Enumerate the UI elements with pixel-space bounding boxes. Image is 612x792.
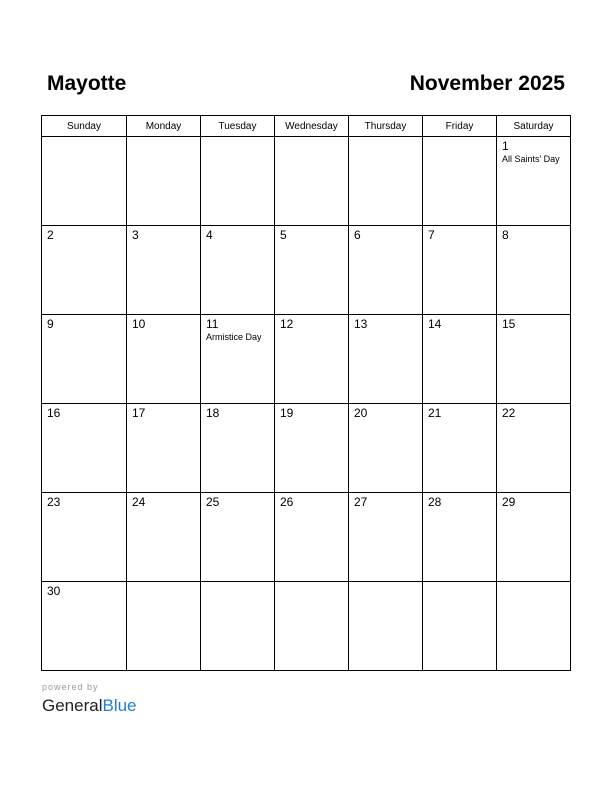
day-cell	[201, 137, 275, 226]
calendar-grid	[41, 115, 571, 671]
day-number: 16	[47, 406, 61, 420]
day-cell	[201, 404, 275, 493]
day-cell	[423, 137, 497, 226]
day-cell	[497, 493, 571, 582]
day-cell	[349, 493, 423, 582]
day-cell	[349, 137, 423, 226]
day-number: 21	[428, 406, 442, 420]
weekday-header: Thursday	[349, 116, 423, 137]
day-number: 9	[47, 317, 54, 331]
day-number: 10	[132, 317, 146, 331]
day-number: 25	[206, 495, 220, 509]
day-cell	[349, 315, 423, 404]
day-cell	[423, 226, 497, 315]
holiday-label: All Saints’ Day	[502, 154, 560, 164]
day-cell	[127, 404, 201, 493]
day-number: 27	[354, 495, 368, 509]
day-cell	[275, 315, 349, 404]
day-number: 20	[354, 406, 368, 420]
day-number: 14	[428, 317, 442, 331]
weekday-header: Wednesday	[275, 116, 349, 137]
day-cell	[127, 226, 201, 315]
weekday-header: Saturday	[497, 116, 571, 137]
country-title: Mayotte	[47, 72, 127, 95]
day-cell	[497, 582, 571, 671]
weekday-header: Sunday	[42, 116, 127, 137]
day-number: 22	[502, 406, 516, 420]
day-number: 19	[280, 406, 294, 420]
day-number: 15	[502, 317, 516, 331]
day-number: 28	[428, 495, 442, 509]
day-cell	[201, 226, 275, 315]
day-cell	[275, 404, 349, 493]
day-cell	[497, 404, 571, 493]
day-number: 3	[132, 228, 139, 242]
day-cell	[275, 137, 349, 226]
day-cell	[497, 315, 571, 404]
day-number: 23	[47, 495, 61, 509]
day-number: 8	[502, 228, 509, 242]
day-number: 6	[354, 228, 361, 242]
day-cell	[275, 226, 349, 315]
day-number: 2	[47, 228, 54, 242]
week-row	[42, 404, 571, 493]
day-cell	[201, 315, 275, 404]
weekday-header: Friday	[423, 116, 497, 137]
day-cell	[497, 226, 571, 315]
day-cell	[349, 404, 423, 493]
day-number: 5	[280, 228, 287, 242]
day-cell	[275, 582, 349, 671]
day-cell	[201, 493, 275, 582]
day-cell	[423, 582, 497, 671]
day-number: 26	[280, 495, 294, 509]
week-row	[42, 493, 571, 582]
holiday-label: Armistice Day	[206, 332, 262, 342]
day-number: 24	[132, 495, 146, 509]
day-number: 17	[132, 406, 146, 420]
day-cell	[127, 315, 201, 404]
day-cell	[42, 493, 127, 582]
powered-by-label: powered by	[42, 682, 99, 692]
day-cell	[423, 493, 497, 582]
day-cell	[423, 404, 497, 493]
day-cell	[127, 493, 201, 582]
day-cell	[42, 315, 127, 404]
day-cell	[349, 226, 423, 315]
day-cell	[275, 493, 349, 582]
brand-name-blue: Blue	[102, 696, 137, 715]
day-cell	[127, 137, 201, 226]
day-cell	[349, 582, 423, 671]
week-row	[42, 137, 571, 226]
weekday-header: Monday	[127, 116, 201, 137]
day-cell	[42, 226, 127, 315]
weekday-header-row	[42, 116, 571, 137]
day-number: 30	[47, 584, 61, 598]
day-cell	[42, 582, 127, 671]
week-row	[42, 582, 571, 671]
weekday-header: Tuesday	[201, 116, 275, 137]
day-number: 18	[206, 406, 220, 420]
day-cell	[201, 582, 275, 671]
day-number: 4	[206, 228, 213, 242]
day-cell	[497, 137, 571, 226]
brand-name-general: General	[42, 696, 103, 715]
day-cell	[423, 315, 497, 404]
brand-logo	[42, 695, 137, 717]
week-row	[42, 226, 571, 315]
day-number: 11	[206, 317, 219, 331]
day-cell	[42, 137, 127, 226]
month-year-title: November 2025	[409, 72, 565, 95]
day-number: 12	[280, 317, 294, 331]
day-number: 7	[428, 228, 435, 242]
day-cell	[127, 582, 201, 671]
day-cell	[42, 404, 127, 493]
day-number: 13	[354, 317, 368, 331]
week-row	[42, 315, 571, 404]
day-number: 1	[502, 139, 509, 153]
footer-branding	[42, 682, 137, 717]
day-number: 29	[502, 495, 516, 509]
